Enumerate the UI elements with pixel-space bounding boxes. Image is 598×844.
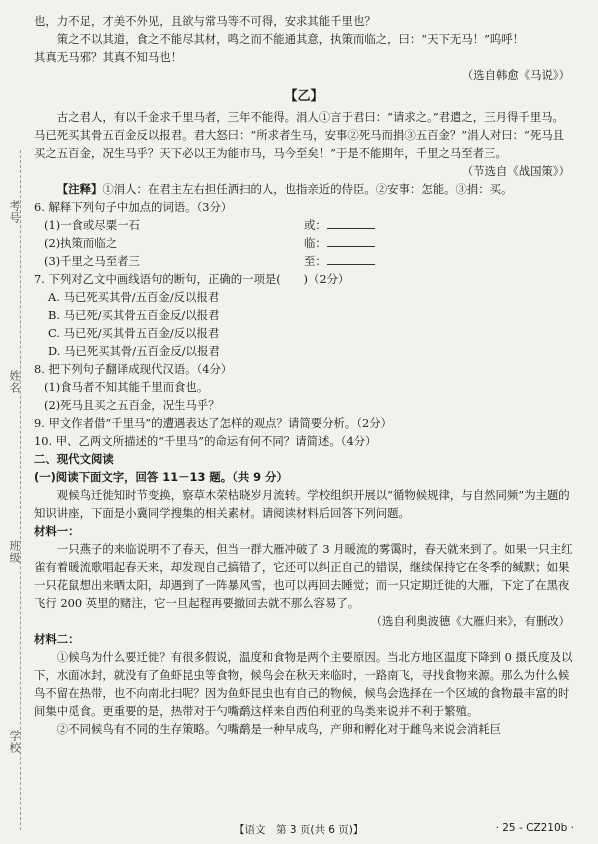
passage-b-title: 【乙】 <box>284 89 324 104</box>
answer-blank[interactable] <box>327 252 375 265</box>
q8-item: (1)食马者不知其能千里而食也。 <box>44 380 209 394</box>
q6-word: 或： <box>304 216 375 234</box>
section-2-intro: 观候鸟迁徙知时节变换，察草木荣枯晓岁月流转。学校组织开展以“循物候规律，与自然同频”为主题的知识讲座，下面是小冀同学搜集的相关素材。请阅读材料后回答下列问题。 <box>34 488 570 520</box>
question-6-stem: 6. 解释下列句子中加点的词语。（3分） <box>34 200 233 214</box>
q6-word: 临： <box>304 234 375 252</box>
passage-b-text: 古之君人，有以千金求千里马者，三年不能得。涓人①言于君曰：“请求之。”君遣之，三月得千里马。马已死买其骨五百金反以报君。君大怒曰：“所求者生马，安事②死马而捐③五百金？”涓人对曰：“死马且买之五百金，况生马乎？天下必以王为能市马，马今至矣！”于是不能期年，千里之马至者三。 <box>34 110 565 160</box>
margin-label-class: 班级 <box>8 540 21 564</box>
section-2-heading: 二、现代文阅读 <box>34 452 114 466</box>
passage-a-line: 也，力不足，才美不外见，且欲与常马等不可得，安求其能千里也？ <box>34 14 376 28</box>
binding-line <box>20 150 21 830</box>
note-label: 【注释】 <box>56 182 103 196</box>
answer-blank[interactable] <box>327 234 375 247</box>
q6-item: (1)一食或尽粟一石 <box>44 218 140 232</box>
question-6-row <box>34 216 574 234</box>
q7-option-a[interactable]: A. 马已死买其骨/五百金/反以报君 <box>48 290 220 304</box>
passage-a-source: （选自韩愈《马说》） <box>461 68 570 82</box>
material-2-label: 材料二： <box>34 632 80 646</box>
q6-item: (3)千里之马至者三 <box>44 254 140 268</box>
paper-code: · 25 - CZ210b · <box>495 822 574 834</box>
passage-b-notes <box>34 180 574 198</box>
question-6-row <box>34 252 574 270</box>
section-2-sub: (一)阅读下面文字，回答 11－13 题。（共 9 分） <box>34 470 288 484</box>
material-1-label: 材料一： <box>34 524 80 538</box>
page-number: 【语文 第 3 页(共 6 页)】 <box>234 824 364 836</box>
q7-option-c[interactable]: C. 马已死/买其骨五百金/反以报君 <box>48 326 220 340</box>
passage-a-line: 策之不以其道，食之不能尽其材，鸣之而不能通其意，执策而临之，曰：“天下无马！”呜呼！ <box>56 32 525 46</box>
material-2-para1: ①候鸟为什么要迁徙？有很多假说，温度和食物是两个主要原因。当北方地区温度下降到 0 摄氏度及以下，水面冰封，就没有了鱼虾昆虫等食物，候鸟会在秋天来临时，一路南飞，寻找食物来源。那么为什么候鸟不留在热带，也不向南北扫呢？因为鱼虾昆虫也有自己的物候，候鸟会选择在一个区域的食物最丰富的时间集中觅食。更重要的是，热带对于勺嘴鹬这样来自西伯利亚的鸟类来说并不利于繁殖。 <box>34 650 573 718</box>
question-8-stem: 8. 把下列句子翻译成现代汉语。（4分） <box>34 362 233 376</box>
note-text: ①涓人：在君主左右担任洒扫的人，也指亲近的侍臣。②安事：怎能。③捐：买。 <box>102 182 513 196</box>
margin-label-school: 学校 <box>8 730 21 754</box>
question-6-row <box>34 234 574 252</box>
passage-b-source: （节选自《战国策》） <box>461 164 570 178</box>
q7-option-d[interactable]: D. 马已死买其骨/五百金反/以报君 <box>48 344 220 358</box>
q8-item: (2)死马且买之五百金，况生马乎？ <box>44 398 220 412</box>
material-1-text: 一只燕子的来临说明不了春天，但当一群大雁冲破了 3 月暖流的雾霭时，春天就来到了。如果一只主红雀有着暖流歌唱起春天来，却发现自己搞错了，它还可以纠正自己的错误，继续保持它在冬季的缄默；如果一只花鼠想出来晒太阳，却遇到了一阵暴风雪，也可以再回去睡觉；而一只定期迁徙的大雁，下定了在黑夜飞行 200 英里的赌注，它一旦起程再要撤回去就不那么容易了。 <box>34 542 573 610</box>
passage-a-line: 其真无马邪？其真不知马也！ <box>34 50 183 64</box>
q7-option-b[interactable]: B. 马已死/买其骨五百金反/以报君 <box>48 308 220 322</box>
margin-label-exam-number: 考号 <box>8 200 21 224</box>
question-10: 10. 甲、乙两文所描述的“千里马”的命运有何不同？请简述。（4分） <box>34 434 377 448</box>
material-1-source: （选自利奥波德《大雁归来》，有删改） <box>370 614 570 628</box>
material-2-para2: ②不同候鸟有不同的生存策略。勺嘴鹬是一种早成鸟，产卵和孵化对于雌鸟来说会消耗巨 <box>56 722 502 736</box>
page-content <box>34 12 574 738</box>
question-9: 9. 甲文作者借“千里马”的遭遇表达了怎样的观点？请简要分析。（2分） <box>34 416 393 430</box>
margin-label-name: 姓名 <box>8 370 21 394</box>
q6-word: 至： <box>304 252 375 270</box>
q6-item: (2)执策而临之 <box>44 236 118 250</box>
answer-blank[interactable] <box>327 216 375 229</box>
question-7-stem: 7. 下列对乙文中画线语句的断句，正确的一项是( )（2分） <box>34 272 350 286</box>
